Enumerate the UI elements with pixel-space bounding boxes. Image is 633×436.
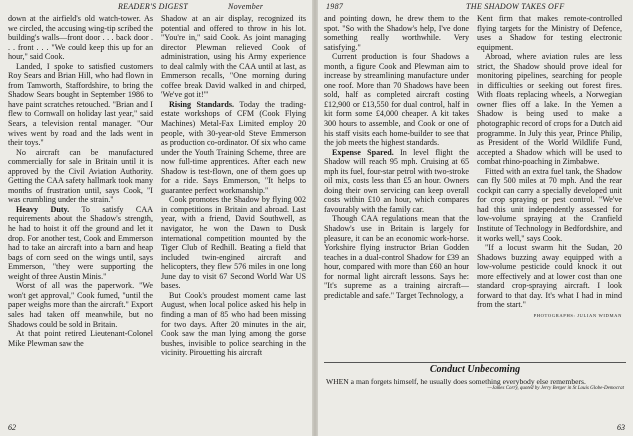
right-column-2 (477, 14, 622, 321)
running-header-magazine: READER'S DIGEST (118, 2, 188, 11)
filler-title: Conduct Unbecoming (429, 364, 521, 375)
paragraph: At that point retired Lieutenant-Colonel Mike Plewman saw the (8, 329, 153, 348)
paragraph: and pointing down, he drew them to the spot. "So with the Shadow's help, I've done something really worthwhile. Very satisfying." (324, 14, 469, 52)
paragraph: Rising Standards. Today the trading-estate workshops of CFM (Cook Flying Machines) Metal-Fax Limited employ 20 people, with 30-year-old Steve Emmerson as production co-ordinator. Of six who came under the Youth Training Scheme, three are now full-time apprentices. After each new Shadow is test-flown, one of them goes up for a ride. Says Emmerson, "It helps to guarantee perfect workmanship." (161, 99, 306, 195)
subhead: Rising Standards. (169, 99, 235, 109)
paragraph: Expense Spared. In level flight the Shadow will reach 95 mph. Cruising at 65 mph its fuel, four-star petrol with two-stroke oil mix, costs less than £5 an hour. Owners doing their own servicing can keep overall costs within £10 an hour, which compares favourably with the family car. (324, 147, 469, 214)
right-column-1 (324, 14, 469, 321)
paragraph: Abroad, where aviation rules are less strict, the Shadow should prove ideal for monitoring pipelines, searching for people in difficulties or seeking out forest fires. With floats replacing wheels, a Norwegian owner flies off a lake. In the Yemen a Shadow is being used to make a photographic record of crops for a Dutch aid programme. In July this year, Prince Philip, as President of the World Wildlife Fund, accepted a Shadow which will be used to combat rhino-poaching in Zimbabwe. (477, 52, 622, 167)
filler-body: WHEN a man forgets himself, he usually does something everybody else remembers. (326, 377, 586, 386)
filler-box (324, 364, 626, 391)
paragraph: Worst of all was the paperwork. "We won't get approval," Cook fumed, "until the paper weighs more than the aircraft." Export sales had taken off meanwhile, but no Shadows could be sold in Britain. (8, 281, 153, 329)
running-header-title: THE SHADOW TAKES OFF (466, 2, 565, 11)
paragraph: Shadow at an air display, recognized its potential and offered to throw in his lot. "You're in," said Cook. As joint managing director Plewman relieved Cook of administration, using his Army experience to deal calmly with the CAA until at last, as Emmerson recalls, "One morning during coffee break David walked in and chirped, 'We've got it!'" (161, 14, 306, 100)
paragraph: Current production is four Shadows a month, a figure Cook and Plewman aim to increase by streamlining manufacture under one roof. More than 70 Shadows have been sold, half as completed aircraft costing £12,900 or £13,550 for dual control, half in kit form some £4,000 cheaper. A kit takes 300 hours to assemble, and Cook or one of his staff visits each home-builder to see that the job meets the highest standards. (324, 52, 469, 148)
paragraph: No aircraft can be manufactured commercially for sale in Britain until it is approved by the Civil Aviation Authority. Getting the CAA safety hallmark took many months of frustration until, says Cook, "I was crumbling under the strain." (8, 147, 153, 205)
paragraph: But Cook's proudest moment came last August, when local police asked his help in finding a man of 85 who had been missing for two days. After 20 minutes in the air, Cook saw the man lying among the gorse bushes, invisible to police searching in the vicinity. Pirouetting his aircraft (161, 290, 306, 358)
filler-divider (324, 362, 626, 363)
subhead: Expense Spared. (332, 147, 394, 157)
running-header-year: 1987 (326, 2, 344, 11)
paragraph: Kent firm that makes remote-controlled flying targets for the Ministry of Defence, uses a Shadow for testing electronic equipment. (477, 14, 622, 52)
filler-source: —James Corry, quoted by Jerry Berger in St Louis Globe-Democrat (487, 386, 624, 391)
subhead: Heavy Duty. (16, 204, 70, 214)
paragraph: "If a locust swarm hit the Sudan, 20 Shadows buzzing away equipped with a low-volume pesticide could knock it out more effectively and at lower cost than one standard crop-spraying aircraft. I look forward to that day. It's what I had in mind from the start." (477, 243, 622, 310)
left-column-2 (161, 14, 306, 358)
paragraph: Heavy Duty. To satisfy CAA requirements about the Shadow's strength, he had to hoist it off the ground and let it drop. For another test, Cook and Emmerson had to take an aircraft into a barn and heap bags of corn seed on the wings until, says Emmerson, "they were supporting the weight of three Austin Minis." (8, 204, 153, 281)
paragraph: Though CAA regulations mean that the Shadow's use in Britain is largely for pleasure, it can be an economic work-horse. Yorkshire flying instructor Brian Godden teaches in a dual-control Shadow for £39 an hour, compared with more than £60 an hour for normal light aircraft lessons. Says he: "It's supreme as a training aircraft—predictable and safe." Target Technology, a (324, 214, 469, 300)
page-number-right: 63 (617, 423, 625, 432)
running-header-month: November (228, 2, 264, 11)
page-number-left: 62 (8, 423, 16, 432)
paragraph: down at the airfield's old watch-tower. As we circled, the accusing wing-tip scribed the building's walls—front door . . . back door . . . front . . . "We could keep this up for an hour," said Cook. (8, 14, 153, 62)
right-columns (324, 14, 626, 321)
paragraph: Fitted with an extra fuel tank, the Shadow can fly 500 miles at 70 mph. And the rear cockpit can carry a specially developed unit for crop spraying or pest control. "We've had this unit independently assessed for low-volume spraying at the Cranfield Institute of Technology in Bedfordshire, and it works well," says Cook. (477, 166, 622, 243)
left-page (0, 0, 314, 436)
paragraph: Cook promotes the Shadow by flying 002 in competitions in Britain and abroad. Last year, with a friend, David Southwell, as navigator, he won the Dawn to Dusk international competition mounted by the Tiger Club of Redhill. Beating a field that included twin-engined aircraft and helicopters, they flew 576 miles in one long June day to visit 67 Second World War US bases. (161, 195, 306, 291)
right-page (316, 0, 633, 436)
photo-credit: PHOTOGRAPHS: JULIAN WIDMAN (533, 312, 622, 318)
paragraph: Landed, I spoke to satisfied customers Roy Sears and Brian Hill, who had flown in from Tamworth, Staffordshire, to bring the Shadow Sears bought in September 1986 to have paint scratches retouched. "Brian and I flew to Cornwall on holiday last year," said Sears, a television rental manager. "Our wives went by road and the lads went in their toys." (8, 61, 153, 148)
left-columns (8, 14, 306, 358)
left-column-1 (8, 14, 153, 358)
